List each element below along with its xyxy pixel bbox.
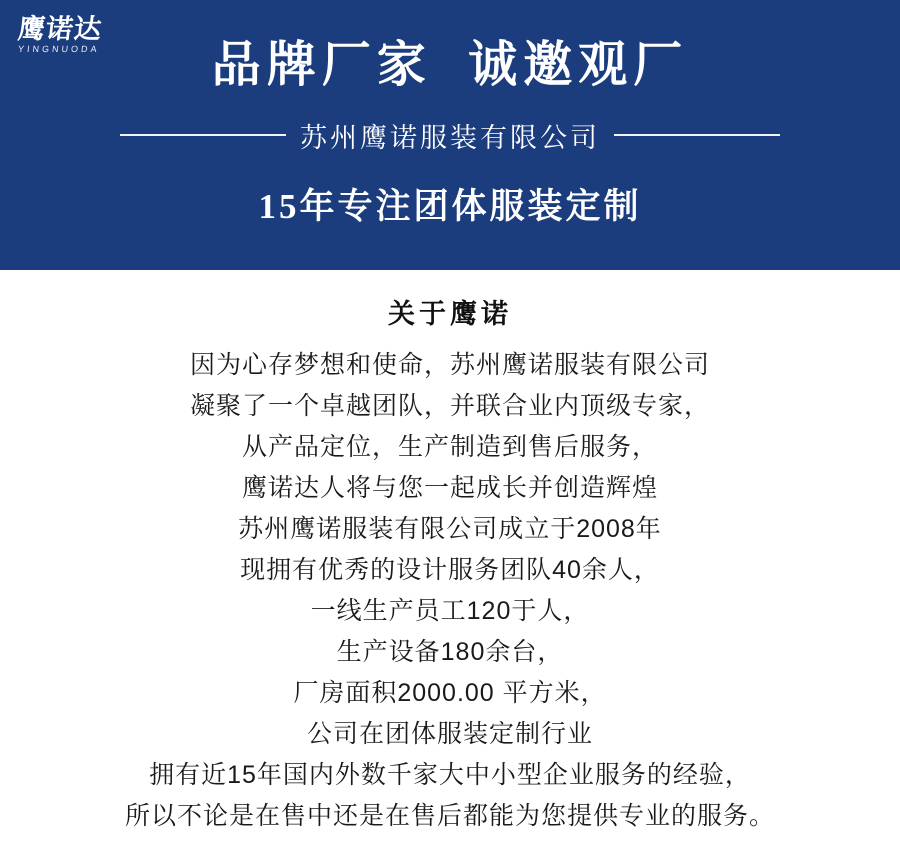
about-title: 关于鹰诺 <box>388 299 512 329</box>
banner-content <box>0 0 900 270</box>
about-line: 拥有近15年国内外数千家大中小型企业服务的经验， <box>149 761 751 789</box>
banner-tagline: 15年专注团体服装定制 <box>258 186 642 226</box>
about-line: 鹰诺达人将与您一起成长并创造辉煌 <box>241 474 658 502</box>
about-line: 从产品定位，生产制造到售后服务， <box>241 433 658 461</box>
logo-subtext: YINGNUODA <box>17 44 101 54</box>
about-line: 公司在团体服装定制行业 <box>306 720 593 748</box>
about-section <box>0 270 900 837</box>
banner-headline: 品牌厂家 诚邀观厂 <box>211 37 689 92</box>
banner-divider-row <box>120 116 780 155</box>
about-line: 现拥有优秀的设计服务团队40余人， <box>240 556 660 584</box>
about-line: 一线生产员工120于人， <box>310 597 590 625</box>
about-line: 生产设备180余台， <box>336 638 564 666</box>
about-line: 厂房面积2000.00 平方米， <box>293 679 607 707</box>
divider-right <box>614 134 780 136</box>
about-line: 所以不论是在售中还是在售后都能为您提供专业的服务。 <box>124 802 775 830</box>
banner-subhead: 苏州鹰诺服装有限公司 <box>300 122 600 153</box>
divider-left <box>120 134 286 136</box>
about-line: 凝聚了一个卓越团队，并联合业内顶级专家， <box>189 392 710 420</box>
about-line: 苏州鹰诺服装有限公司成立于2008年 <box>238 515 662 543</box>
hero-banner <box>0 0 900 270</box>
about-line: 因为心存梦想和使命，苏州鹰诺服装有限公司 <box>189 351 710 379</box>
logo-wordmark: 鹰诺达 <box>16 14 104 44</box>
